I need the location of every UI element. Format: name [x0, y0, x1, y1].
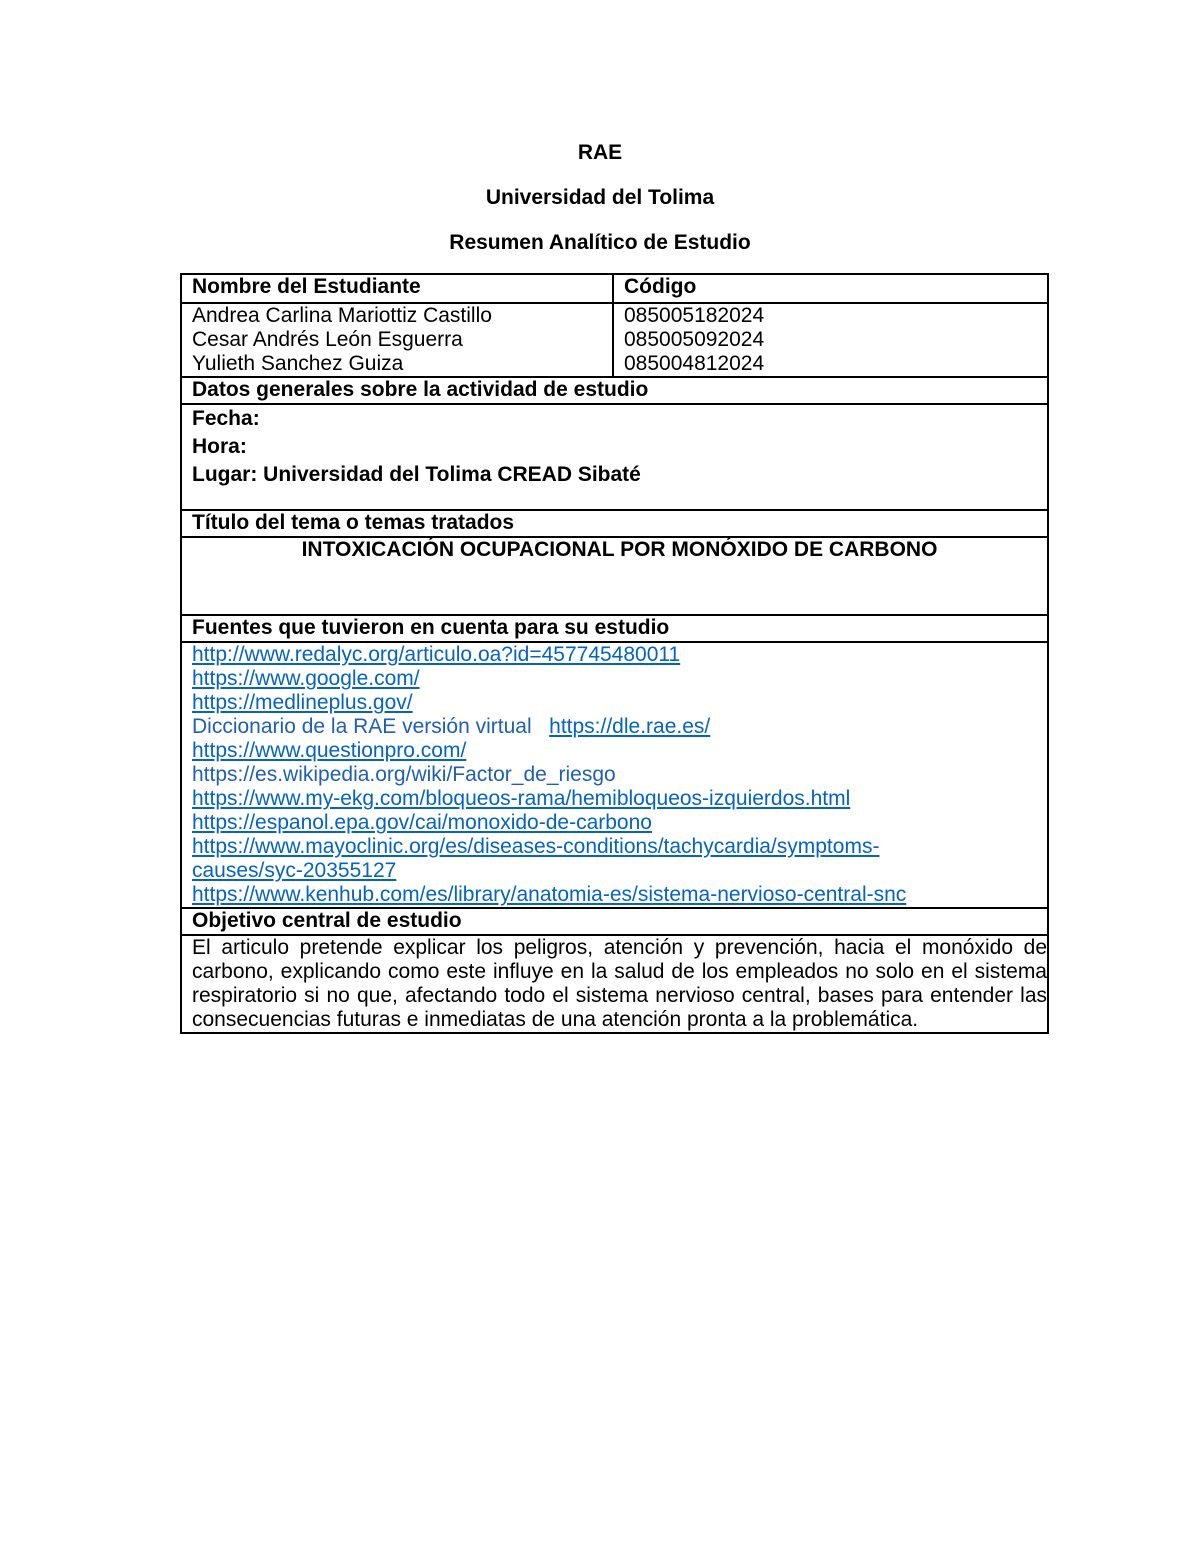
topic-title: INTOXICACIÓN OCUPACIONAL POR MONÓXIDO DE CARBONO	[181, 537, 1048, 615]
objective-heading-row	[181, 908, 1048, 935]
student-code: 085004812024	[624, 352, 765, 375]
general-data-row	[181, 404, 1048, 510]
source-rae-line	[192, 715, 1047, 739]
rae-table	[180, 273, 1049, 1034]
general-heading-row	[181, 377, 1048, 404]
objective-row	[181, 935, 1048, 1033]
source-link-google[interactable]: https://www.google.com/	[192, 667, 420, 690]
source-rae-text: Diccionario de la RAE versión virtual	[192, 715, 532, 738]
source-link-kenhub[interactable]: https://www.kenhub.com/es/library/anatomia-es/sistema-nervioso-central-snc	[192, 883, 907, 906]
student-column-header: Nombre del Estudiante	[181, 274, 613, 303]
source-link-questionpro[interactable]: https://www.questionpro.com/	[192, 739, 467, 762]
student-name: Yulieth Sanchez Guiza	[192, 352, 404, 375]
doc-subtitle: Resumen Analítico de Estudio	[449, 231, 751, 254]
topic-heading: Título del tema o temas tratados	[181, 510, 1048, 537]
general-heading: Datos generales sobre la actividad de estudio	[181, 377, 1048, 404]
source-link-mayoclinic-cont[interactable]: causes/syc-20355127	[192, 859, 397, 882]
student-code: 085005182024	[624, 304, 765, 327]
source-link-rae[interactable]: https://dle.rae.es/	[549, 715, 711, 738]
sources-heading: Fuentes que tuvieron en cuenta para su estudio	[181, 615, 1048, 642]
general-data-cell	[181, 404, 1048, 510]
doc-title: RAE	[577, 141, 623, 164]
sources-cell	[181, 642, 1048, 908]
time-label: Hora:	[192, 435, 247, 458]
objective-text: El articulo pretende explicar los peligros, atención y prevención, hacia el monóxido de carbono, explicando como este influye en la salud de los empleados no solo en el sistema respiratorio si no que, afectando todo el sistema nervioso central, bases para entender las consecuencias futuras e inmediatas de una atención pronta a la problemática.	[181, 935, 1048, 1033]
table-header-row	[181, 274, 1048, 303]
source-link-mayoclinic[interactable]: https://www.mayoclinic.org/es/diseases-conditions/tachycardia/symptoms-	[192, 835, 880, 858]
code-column-header: Código	[613, 274, 1048, 303]
sources-heading-row	[181, 615, 1048, 642]
student-codes-cell	[613, 303, 1048, 377]
objective-heading: Objetivo central de estudio	[181, 908, 1048, 935]
source-link-medlineplus[interactable]: https://medlineplus.gov/	[192, 691, 413, 714]
place-label: Lugar: Universidad del Tolima CREAD Sibaté	[192, 463, 641, 486]
student-names-cell	[181, 303, 613, 377]
student-code: 085005092024	[624, 328, 765, 351]
topic-row	[181, 537, 1048, 615]
source-wikipedia: https://es.wikipedia.org/wiki/Factor_de_riesgo	[192, 763, 616, 786]
date-label: Fecha:	[192, 407, 260, 430]
university-name: Universidad del Tolima	[485, 186, 715, 209]
topic-heading-row	[181, 510, 1048, 537]
source-link-redalyc[interactable]: http://www.redalyc.org/articulo.oa?id=457745480011	[192, 643, 681, 666]
student-name: Andrea Carlina Mariottiz Castillo	[192, 304, 492, 327]
source-link-epa[interactable]: https://espanol.epa.gov/cai/monoxido-de-carbono	[192, 811, 652, 834]
source-link-my-ekg[interactable]: https://www.my-ekg.com/bloqueos-rama/hemibloqueos-izquierdos.html	[192, 787, 851, 810]
students-row	[181, 303, 1048, 377]
sources-row	[181, 642, 1048, 908]
student-name: Cesar Andrés León Esguerra	[192, 328, 463, 351]
